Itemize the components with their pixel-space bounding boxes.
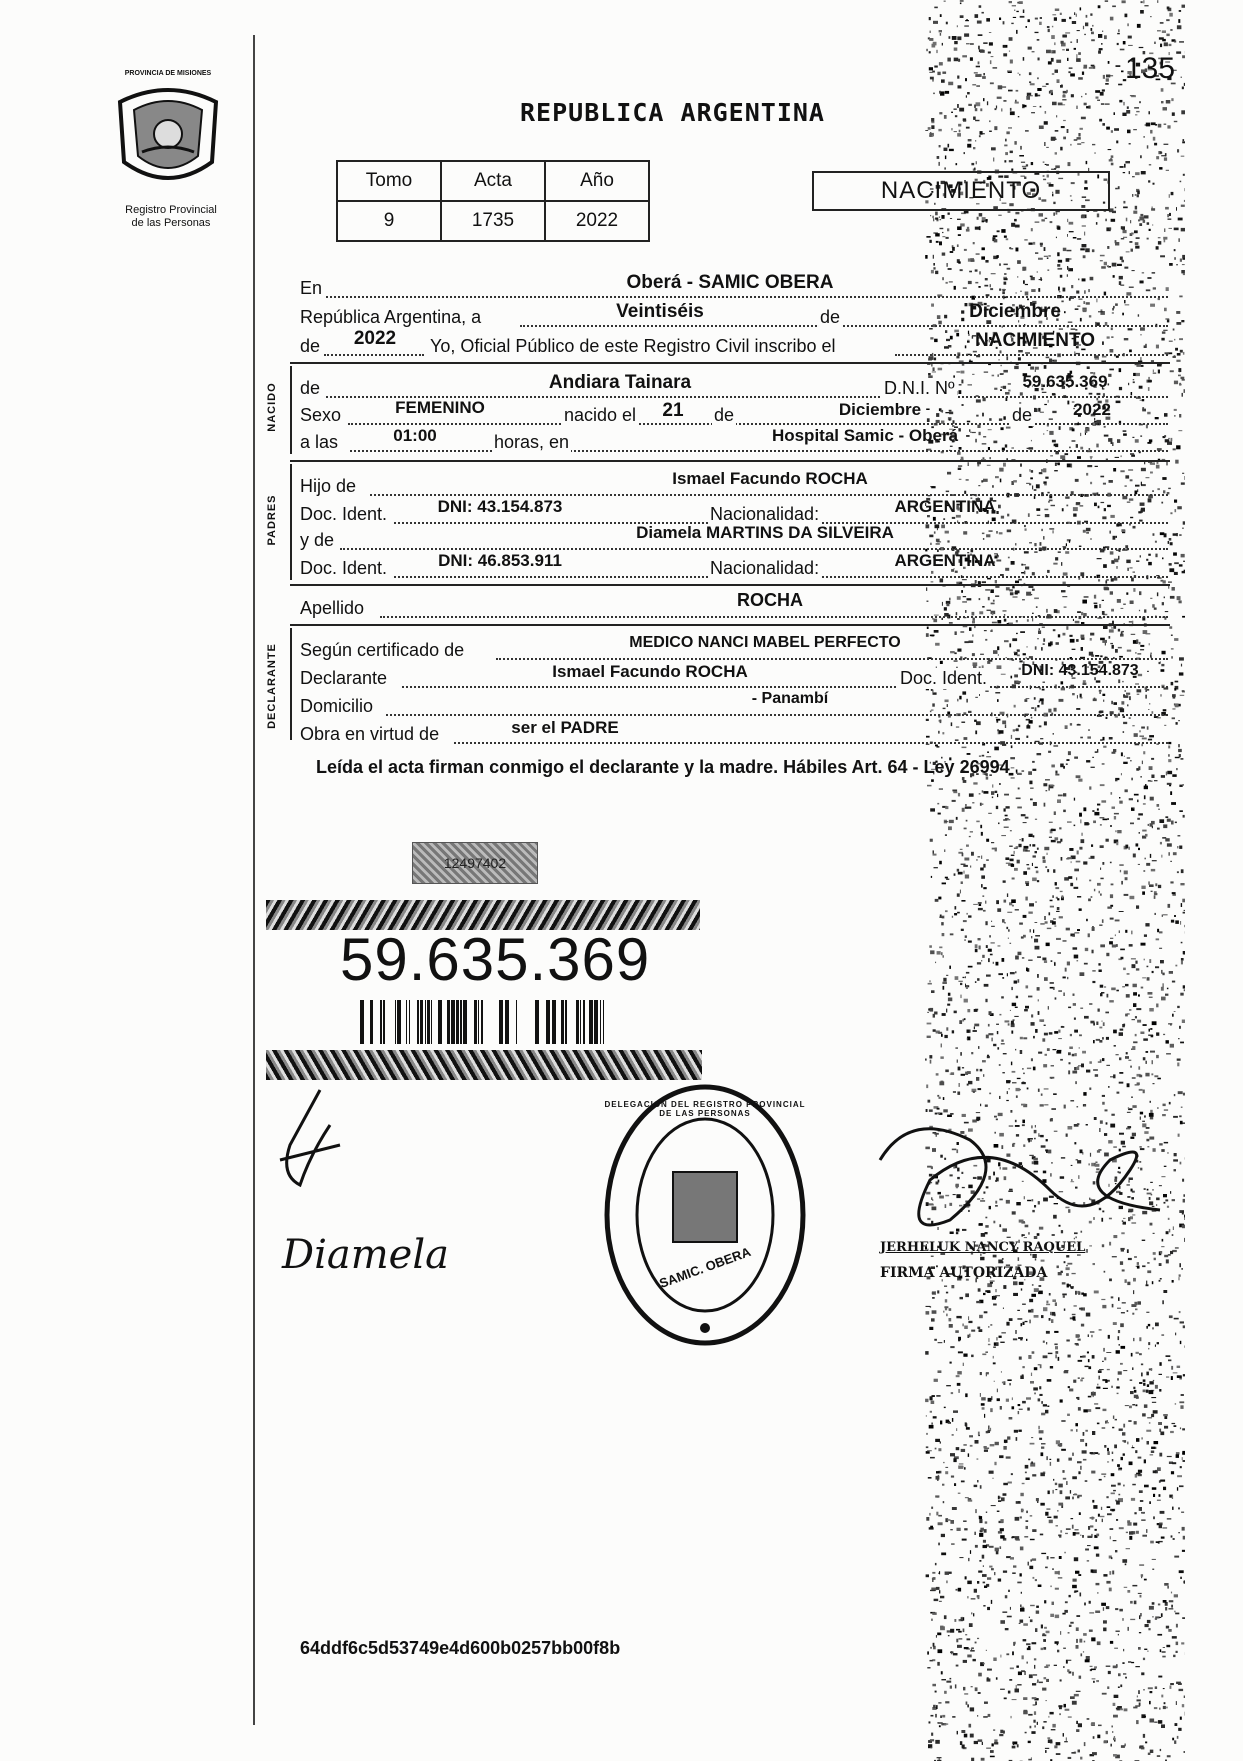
father-doc: DNI: 43.154.873 <box>437 497 563 516</box>
tomo-value: 9 <box>337 201 441 241</box>
nacido-top-rule <box>290 362 1170 364</box>
sexo-dots <box>348 423 1168 425</box>
anio-header: Año <box>545 161 649 201</box>
intro-de-label-2: de <box>300 336 321 356</box>
hour-dots <box>350 450 1168 452</box>
horas-en-label: horas, en <box>494 432 570 452</box>
mother-doc-label: Doc. Ident. <box>300 558 388 578</box>
padres-section-label: PADRES <box>266 494 278 546</box>
address: - Panambí <box>751 690 829 707</box>
birth-month: Diciembre <box>838 400 922 419</box>
apellido-label: Apellido <box>300 598 365 618</box>
father-dots <box>370 494 1168 496</box>
father-nationality: ARGENTINA <box>894 497 996 516</box>
acta-value: 1735 <box>441 201 545 241</box>
security-small-label <box>412 842 538 884</box>
official-name: JERHELUK NANCY RAQUEL <box>880 1240 1086 1255</box>
record-type-box: NACIMIENTO <box>812 171 1110 211</box>
logo-caption-line-1: Registro Provincial <box>125 204 217 216</box>
closing-statement: Leída el acta firman conmigo el declarante y la madre. Hábiles Art. 64 - Ley 26994 <box>316 757 1010 777</box>
birth-hour: 01:00 <box>393 426 437 445</box>
y-de-label: y de <box>300 530 335 550</box>
padres-top-rule <box>290 460 1170 462</box>
intro-day: Veintiséis <box>616 301 704 322</box>
en-dots <box>326 296 1168 298</box>
birth-day: 21 <box>662 400 684 421</box>
child-sex: FEMENINO <box>395 398 485 417</box>
mother-nationality: ARGENTINA <box>894 551 996 570</box>
mother-nationality-label: Nacionalidad: <box>710 558 820 578</box>
intro-year: 2022 <box>353 328 397 349</box>
acta-header: Acta <box>441 161 545 201</box>
logo-caption-line-2: de las Personas <box>131 217 211 229</box>
dni-label: D.N.I. Nº <box>884 378 955 398</box>
intro-place: Oberá - SAMIC OBERA <box>626 272 834 293</box>
intro-de-label: de <box>820 307 841 327</box>
hijo-de-label: Hijo de <box>300 476 357 496</box>
security-dni-number: 59.635.369 <box>340 926 651 993</box>
domicilio-dots <box>386 714 1168 716</box>
a-las-label: a las <box>300 432 339 452</box>
shield-emblem-icon <box>108 82 228 192</box>
year-dots <box>324 354 424 356</box>
record-table <box>336 160 650 242</box>
republica-label: República Argentina, a <box>300 307 482 327</box>
logo-text: PROVINCIA DE MISIONES <box>124 70 212 77</box>
official-signature-icon <box>870 1100 1170 1250</box>
intro-inscribo-value: NACIMIENTO <box>975 330 1095 351</box>
father-name: Ismael Facundo ROCHA <box>672 469 868 488</box>
barcode-icon <box>360 1000 610 1044</box>
province-logo <box>108 82 228 192</box>
scan-noise-strip <box>925 0 1185 1761</box>
declarante-dots <box>402 686 1168 688</box>
obra-label: Obra en virtud de <box>300 724 440 744</box>
apellido-top-rule <box>290 584 1170 586</box>
padres-left-rule <box>290 464 292 580</box>
father-doc-label: Doc. Ident. <box>300 504 388 524</box>
nacido-left-rule <box>290 366 292 454</box>
nacido-section-label: NACIDO <box>266 382 278 432</box>
domicilio-label: Domicilio <box>300 696 374 716</box>
certificado-dots <box>496 658 1168 660</box>
tomo-header: Tomo <box>337 161 441 201</box>
mother-signature: Diamela <box>282 1232 449 1278</box>
sexo-label: Sexo <box>300 405 342 425</box>
mother-doc: DNI: 46.853.911 <box>438 551 562 570</box>
seal-center-text: SAMIC. OBERA <box>657 1244 753 1291</box>
anio-value: 2022 <box>545 201 649 241</box>
page-number: 135 <box>1125 52 1176 85</box>
birth-de-label: de <box>714 405 735 425</box>
obra-dots <box>454 742 1168 744</box>
mother-dots <box>340 548 1168 550</box>
security-small-code: 12497402 <box>443 855 507 871</box>
security-band-bottom <box>266 1050 702 1080</box>
page-title: REPUBLICA ARGENTINA <box>520 98 825 127</box>
official-role: FIRMA AUTORIZADA <box>880 1265 1048 1281</box>
birth-de-label-2: de <box>1012 405 1033 425</box>
declarant-signature-icon <box>270 1085 350 1195</box>
nacido-de-label: de <box>300 378 321 398</box>
inscribo-label: Yo, Oficial Público de este Registro Civil inscribo el <box>430 336 836 356</box>
certificate-by: MEDICO NANCI MABEL PERFECTO <box>629 634 901 651</box>
republica-dots <box>520 325 1168 327</box>
document-hash: 64ddf6c5d53749e4d600b0257bb00f8b <box>300 1638 621 1658</box>
certificado-label: Según certificado de <box>300 640 465 660</box>
seal-outer-text: DELEGACION DEL REGISTRO PROVINCIAL DE LAS PERSONAS <box>604 1100 806 1118</box>
intro-month: Diciembre <box>969 301 1061 322</box>
declarant-doc: DNI: 43.154.873 <box>1021 662 1139 679</box>
inscribo-dots <box>895 354 1168 356</box>
declarante-left-rule <box>290 628 292 740</box>
nacido-el-label: nacido el <box>564 405 637 425</box>
surname: ROCHA <box>737 590 803 610</box>
birth-year: 2022 <box>1073 400 1111 419</box>
declarant-name: Ismael Facundo ROCHA <box>552 662 748 681</box>
left-margin-line <box>253 35 255 1725</box>
child-name: Andiara Tainara <box>548 372 692 393</box>
logo-caption <box>96 204 246 230</box>
en-label: En <box>300 278 323 298</box>
child-dni: 59.635.369 <box>1022 372 1108 391</box>
birth-place: Hospital Samic - Oberá <box>771 426 959 445</box>
father-nationality-label: Nacionalidad: <box>710 504 820 524</box>
official-seal <box>600 1080 810 1350</box>
declarant-doc-label: Doc. Ident. <box>900 668 988 688</box>
by-virtue-of: ser el PADRE <box>511 718 619 737</box>
apellido-bottom-rule <box>290 624 1170 626</box>
apellido-dots <box>380 616 1168 618</box>
declarante-label: Declarante <box>300 668 388 688</box>
declarante-section-label: DECLARANTE <box>266 643 278 729</box>
mother-name: Diamela MARTINS DA SILVEIRA <box>636 523 894 542</box>
